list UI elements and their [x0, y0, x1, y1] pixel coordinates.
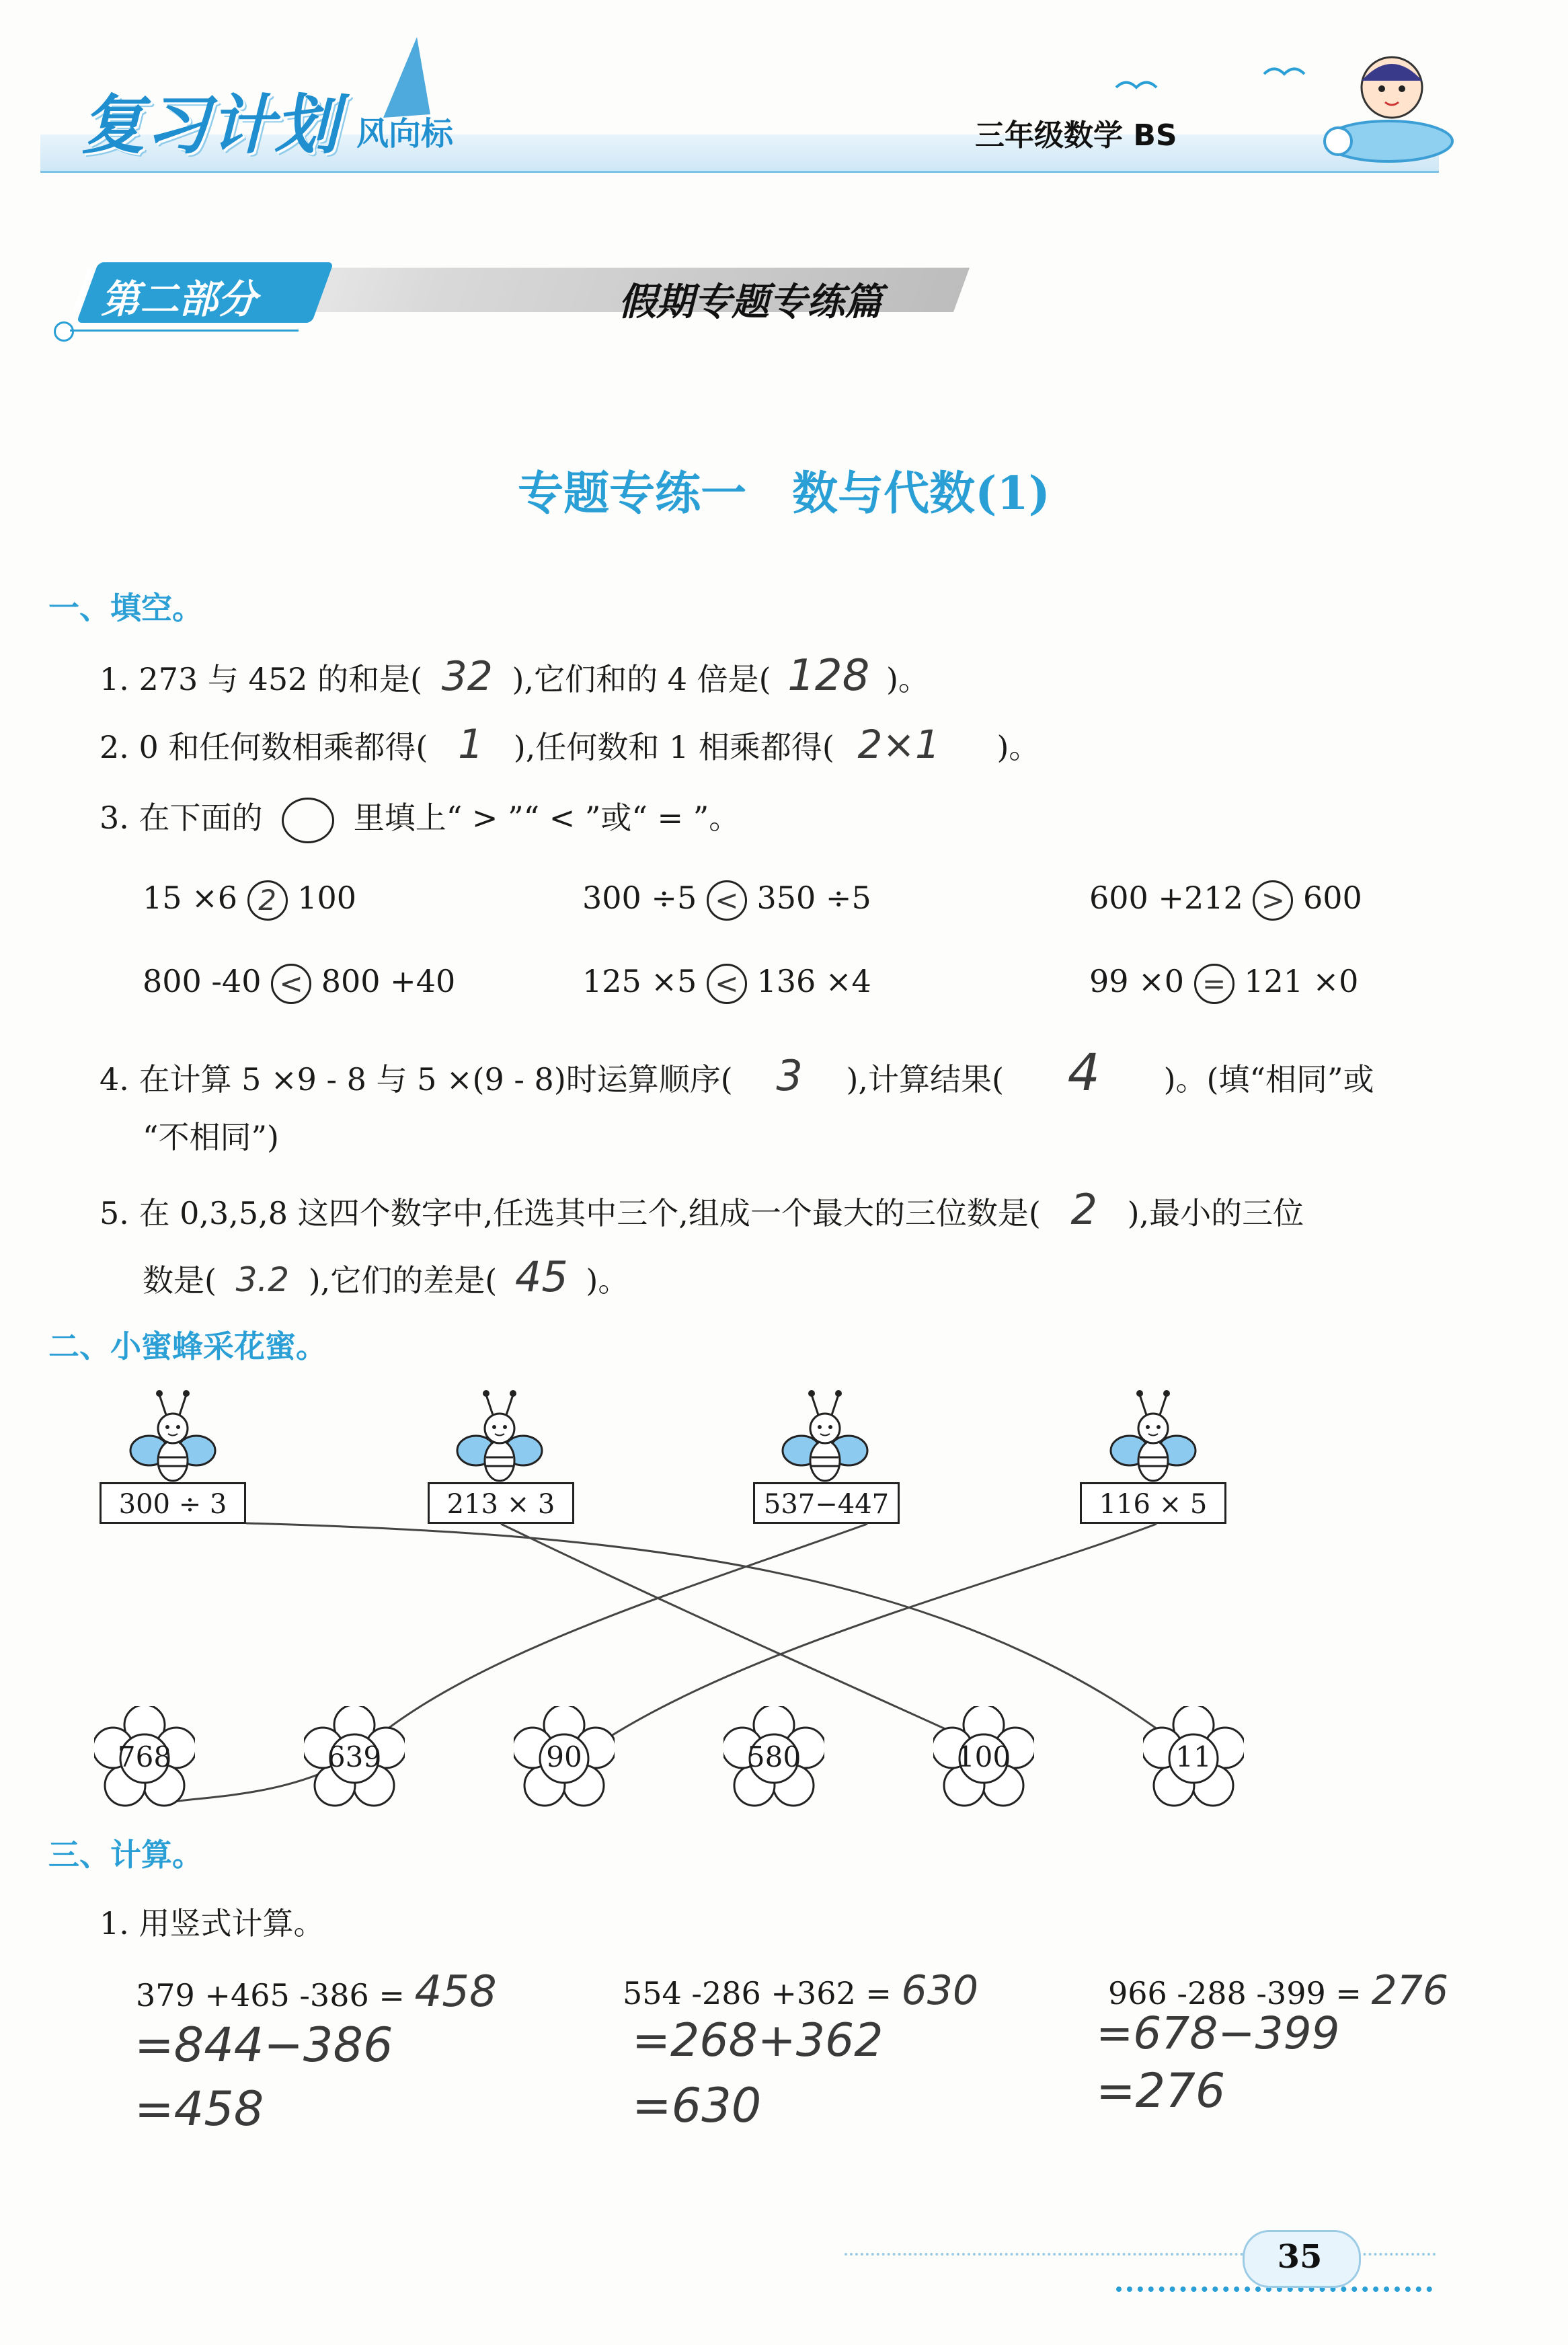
part-title: 假期专题专练篇 [619, 280, 882, 324]
comparison-4 [143, 963, 455, 1004]
bee-icon [781, 1387, 869, 1488]
calc-3-step-1: =678−399 [1096, 2007, 1340, 2059]
comparison-mark: > [1253, 880, 1293, 921]
calc-1-step-1: =844−386 [134, 2017, 393, 2073]
question-2 [100, 721, 1040, 768]
comparison-right: 800 +40 [321, 963, 456, 999]
calc-2 [623, 1967, 978, 2014]
comparison-left: 15 ×6 [143, 880, 237, 916]
comparison-1 [143, 880, 356, 921]
q5-answer-3: 45 [514, 1252, 568, 1301]
page-number: 35 [1277, 2238, 1323, 2276]
comparison-6 [1089, 963, 1358, 1004]
calc-answer: 276 [1371, 1967, 1449, 2014]
q5-text-e: )。 [586, 1262, 629, 1299]
comparison-right: 600 [1303, 880, 1362, 916]
q4-text-a: 4. 在计算 5 ×9 - 8 与 5 ×(9 - 8)时运算顺序( [100, 1061, 733, 1098]
bee-box-1: 300 ÷ 3 [100, 1482, 246, 1524]
blank-circle-icon [282, 798, 334, 843]
bee-icon [129, 1387, 217, 1488]
part-dot [54, 321, 74, 342]
q1-answer-2: 128 [787, 651, 870, 701]
calc-1 [136, 1967, 497, 2017]
comparison-mark: < [707, 964, 747, 1004]
flower-value: 768 [117, 1740, 172, 1773]
sail-icon [377, 34, 437, 121]
q5-answer-1: 2 [1070, 1185, 1097, 1234]
comparison-mark: 2 [247, 880, 288, 921]
flower-value: 580 [746, 1740, 801, 1773]
q2-answer-1: 1 [457, 721, 484, 768]
girl-airplane-icon [1311, 40, 1466, 175]
question-3 [100, 794, 740, 843]
q2-text-c: )。 [996, 729, 1040, 765]
header-logo: 复习计划 [81, 87, 339, 163]
calc-2-step-2: =630 [632, 2078, 762, 2133]
flower-value: 639 [327, 1740, 382, 1773]
q1-text-c: )。 [886, 661, 929, 697]
calc-2-step-1: =268+362 [632, 2014, 884, 2067]
comparison-right: 136 ×4 [756, 963, 871, 999]
bee-box-4: 116 × 5 [1080, 1482, 1226, 1524]
comparison-right: 121 ×0 [1244, 963, 1359, 999]
q5-text-d: ),它们的差是( [308, 1262, 498, 1299]
comparison-3 [1089, 880, 1362, 921]
question-1 [100, 651, 929, 701]
comparison-2 [582, 880, 871, 921]
q5-answer-2: 3.2 [235, 1260, 290, 1299]
q4-answer-1: 3 [776, 1051, 803, 1100]
comparison-left: 600 +212 [1089, 880, 1243, 916]
q5-text-b: ),最小的三位 [1127, 1195, 1304, 1231]
comparison-left: 300 ÷5 [582, 880, 697, 916]
calc-expression: 554 -286 +362 = [623, 1975, 892, 2011]
calc-expression: 966 -288 -399 = [1108, 1975, 1362, 2011]
comparison-mark: < [271, 964, 311, 1004]
flower-value: 11 [1175, 1740, 1212, 1773]
calc-3-step-2: =276 [1096, 2063, 1226, 2118]
bee-icon [1109, 1387, 1197, 1488]
q2-text-a: 2. 0 和任何数相乘都得( [100, 729, 428, 765]
question-4-cont: “不相同”) [143, 1119, 279, 1155]
birds-icon [1109, 61, 1311, 101]
section3-heading: 三、计算。 [48, 1837, 203, 1873]
q2-text-b: ),任何数和 1 相乘都得( [513, 729, 834, 765]
topic-title: 专题专练一 数与代数(1) [518, 467, 1050, 521]
bee-icon [456, 1387, 543, 1488]
header-logo-sub: 风向标 [356, 115, 454, 153]
q4-text-b: ),计算结果( [846, 1061, 1004, 1098]
q3-text-a: 3. 在下面的 [100, 800, 263, 836]
q4-text-c: )。(填“相同”或 [1163, 1061, 1374, 1098]
q1-text-b: ),它们和的 4 倍是( [512, 661, 771, 697]
comparison-mark: < [707, 880, 747, 921]
question-5 [100, 1185, 1304, 1234]
question-4 [100, 1042, 1374, 1102]
comparison-mark: = [1194, 964, 1234, 1004]
q2-answer-2: 2×1 [857, 722, 940, 767]
comparison-5 [582, 963, 871, 1004]
comparison-left: 800 -40 [143, 963, 262, 999]
part-rule [70, 330, 299, 332]
header-grade: 三年级数学 BS [975, 118, 1177, 153]
calc-1-step-2: =458 [134, 2081, 264, 2137]
bee-box-3: 537−447 [753, 1482, 900, 1524]
comparison-left: 99 ×0 [1089, 963, 1184, 999]
bee-box-2: 213 × 3 [428, 1482, 574, 1524]
calc-answer: 458 [414, 1967, 497, 2017]
question-5-cont [143, 1252, 629, 1301]
comparison-right: 350 ÷5 [756, 880, 871, 916]
section3-sub: 1. 用竖式计算。 [100, 1905, 325, 1942]
q1-text-a: 1. 273 与 452 的和是( [100, 661, 422, 697]
comparison-right: 100 [297, 880, 357, 916]
q4-answer-2: 4 [1067, 1042, 1100, 1102]
q5-text-c: 数是( [143, 1262, 217, 1299]
flower-value: 100 [956, 1740, 1011, 1773]
section2-heading: 二、小蜜蜂采花蜜。 [48, 1328, 327, 1364]
section1-heading: 一、填空。 [48, 590, 203, 626]
calc-answer: 630 [901, 1967, 979, 2014]
comparison-left: 125 ×5 [582, 963, 697, 999]
flower-value: 90 [546, 1740, 582, 1773]
q3-text-b: 里填上“ > ”“ < ”或“ = ”。 [353, 800, 740, 836]
part-label: 第二部分 [101, 276, 258, 322]
calc-expression: 379 +465 -386 = [136, 1977, 405, 2013]
q5-text-a: 5. 在 0,3,5,8 这四个数字中,任选其中三个,组成一个最大的三位数是( [100, 1195, 1041, 1231]
q1-answer-1: 32 [441, 653, 493, 700]
